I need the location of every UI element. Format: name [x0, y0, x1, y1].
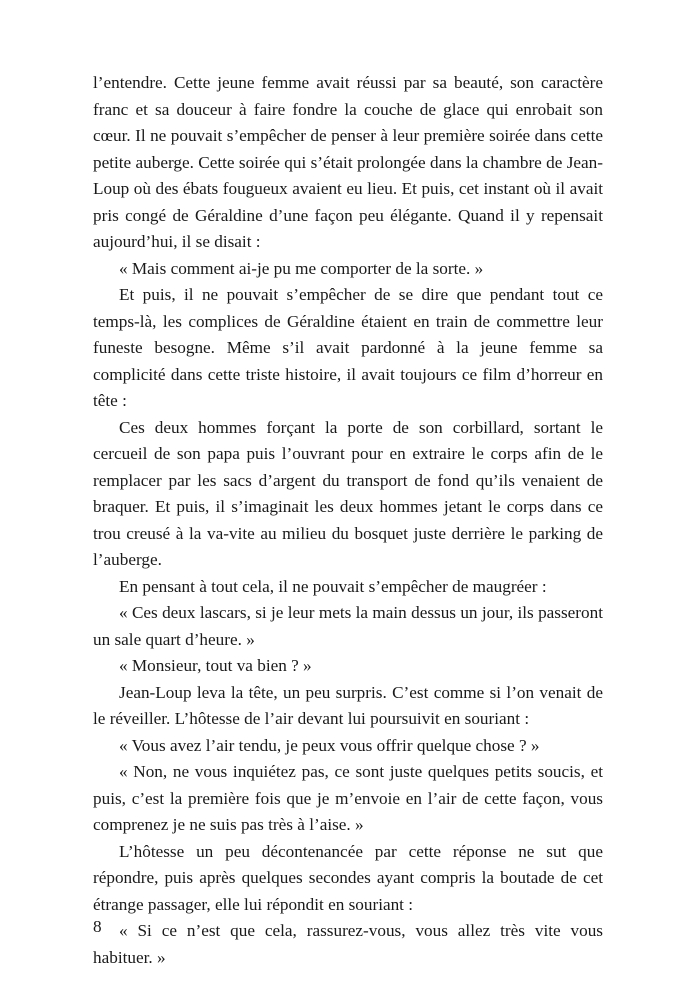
paragraph: « Ces deux lascars, si je leur mets la main dessus un jour, ils passeront un sale quart d’heure. »	[93, 603, 603, 649]
paragraph: L’hôtesse un peu décontenancée par cette réponse ne sut que répondre, puis après quelques secondes ayant compris la boutade de cet étrange passager, elle lui répondit en souriant :	[93, 841, 603, 914]
paragraph: En pensant à tout cela, il ne pouvait s’empêcher de maugréer :	[119, 576, 547, 596]
paragraph: Jean-Loup leva la tête, un peu surpris. C’est comme si l’on venait de le réveiller. L’hôtesse de l’air devant lui poursuivit en souriant :	[93, 682, 603, 728]
paragraph: Ces deux hommes forçant la porte de son corbillard, sortant le cercueil de son papa puis l’ouvrant pour en extraire le corps afin de le remplacer par les sacs d’argent du transport de fond qu’ils venaient de braquer. Et puis, il s’imaginait les deux hommes jetant le corps dans ce trou creusé à la va-vite au milieu du bosquet juste derrière le parking de l’auberge.	[93, 417, 603, 569]
paragraph: « Mais comment ai-je pu me comporter de la sorte. »	[119, 258, 484, 278]
paragraph: « Non, ne vous inquiétez pas, ce sont juste quelques petits soucis, et puis, c’est la première fois que je m’envoie en l’air de cette façon, vous comprenez je ne suis pas très à l’aise. »	[93, 762, 603, 834]
paragraph: « Si ce n’est que cela, rassurez-vous, vous allez très vite vous habituer. »	[93, 921, 603, 967]
paragraph: « Vous avez l’air tendu, je peux vous offrir quelque chose ? »	[119, 735, 540, 755]
page-number: 8	[93, 917, 102, 936]
body-text	[93, 70, 603, 971]
paragraph: « Monsieur, tout va bien ? »	[119, 656, 312, 675]
paragraph: Et puis, il ne pouvait s’empêcher de se dire que pendant tout ce temps-là, les complices de Géraldine étaient en train de commettre leur funeste besogne. Même s’il avait pardonné à la jeune femme sa complicité dans cette triste histoire, il avait toujours ce film d’horreur en tête :	[93, 285, 603, 410]
paragraph-continued: l’entendre. Cette jeune femme avait réussi par sa beauté, son caractère franc et sa douceur à faire fondre la couche de glace qui enrobait son cœur. Il ne pouvait s’empêcher de penser à leur première soirée dans cette petite auberge. Cette soirée qui s’était prolongée dans la chambre de Jean-Loup où des ébats fougueux avaient eu lieu. Et puis, cet instant où il avait pris congé de Géraldine d’une façon peu élégante. Quand il y repensait aujourd’hui, il se disait :	[93, 73, 603, 251]
